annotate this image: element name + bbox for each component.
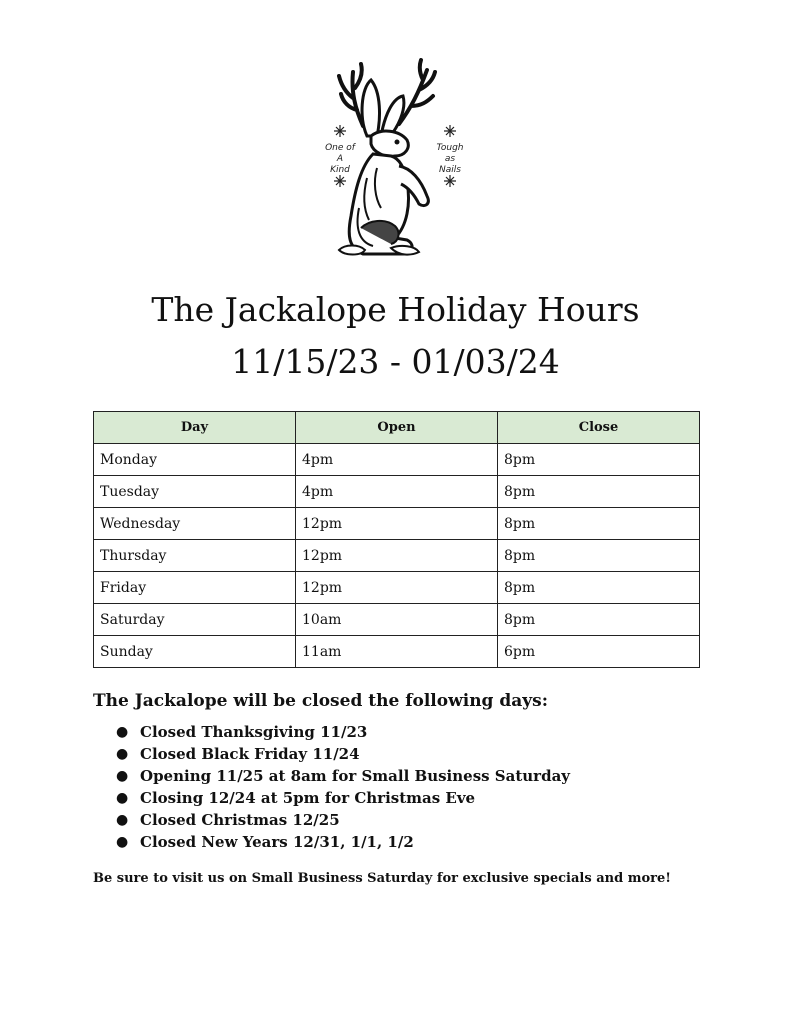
closed-days-heading: The Jackalope will be closed the following days: [93,691,548,711]
open-cell: 12pm [296,572,498,604]
table-row [94,636,700,668]
close-cell: 8pm [498,572,700,604]
logo-text-left-1: One of [325,143,355,153]
table-row [94,444,700,476]
date-range: 11/15/23 - 01/03/24 [231,342,560,381]
day-cell: Saturday [94,604,296,636]
column-header-close: Close [498,412,700,444]
list-item-text: Closed New Years 12/31, 1/1, 1/2 [140,833,414,851]
logo-text-left-2: A [336,154,344,164]
close-cell: 8pm [498,444,700,476]
open-cell: 4pm [296,476,498,508]
day-cell: Monday [94,444,296,476]
column-header-open: Open [296,412,498,444]
list-item-text: Closed Black Friday 11/24 [140,745,360,763]
footer-note: Be sure to visit us on Small Business Saturday for exclusive specials and more! [93,871,671,886]
hours-table [93,411,700,668]
table-row [94,604,700,636]
list-item-text: Opening 11/25 at 8am for Small Business Saturday [140,767,571,785]
logo-text-right-1: Tough [436,143,464,153]
close-cell: 8pm [498,476,700,508]
day-cell: Wednesday [94,508,296,540]
bullet-icon: ● [116,724,129,740]
close-cell: 8pm [498,540,700,572]
table-row [94,572,700,604]
list-item-text: Closed Christmas 12/25 [140,811,340,829]
open-cell: 10am [296,604,498,636]
table-row [94,476,700,508]
list-item [116,809,570,831]
logo-text-right-2: as [444,154,456,164]
day-cell: Thursday [94,540,296,572]
bullet-icon: ● [116,768,129,784]
closed-days-list [93,721,570,853]
bullet-icon: ● [116,746,129,762]
open-cell: 11am [296,636,498,668]
logo-text-left-3: Kind [330,165,350,175]
list-item-text: Closing 12/24 at 5pm for Christmas Eve [140,789,476,807]
day-cell: Friday [94,572,296,604]
list-item [116,787,570,809]
jackalope-icon [315,58,475,263]
close-cell: 8pm [498,604,700,636]
bullet-icon: ● [116,834,129,850]
close-cell: 8pm [498,508,700,540]
table-row [94,508,700,540]
open-cell: 4pm [296,444,498,476]
list-item [116,743,570,765]
list-item [116,721,570,743]
close-cell: 6pm [498,636,700,668]
bullet-icon: ● [116,790,129,806]
open-cell: 12pm [296,508,498,540]
list-item-text: Closed Thanksgiving 11/23 [140,723,368,741]
list-item [116,831,570,853]
bullet-icon: ● [116,812,129,828]
page-title: The Jackalope Holiday Hours [151,290,640,329]
table-header-row [94,412,700,444]
list-item [116,765,571,787]
day-cell: Sunday [94,636,296,668]
open-cell: 12pm [296,540,498,572]
column-header-day: Day [94,412,296,444]
day-cell: Tuesday [94,476,296,508]
table-row [94,540,700,572]
logo-text-right-3: Nails [439,165,461,175]
jackalope-logo [315,58,475,263]
